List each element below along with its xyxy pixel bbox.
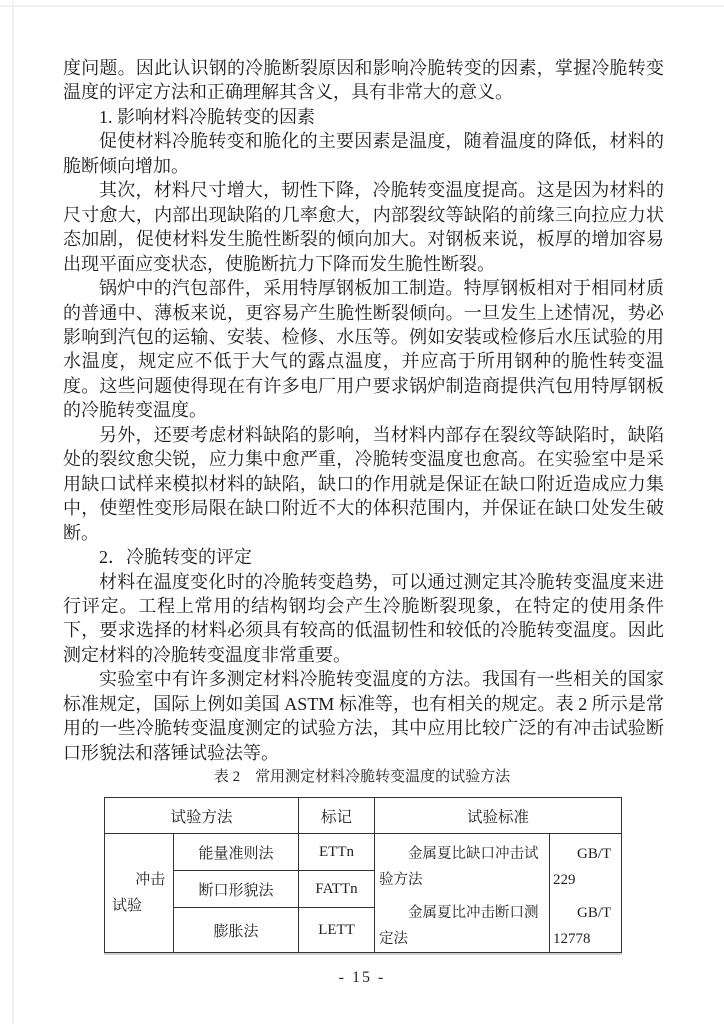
cell-standard-codes [550, 834, 622, 953]
paragraph: 其次，材料尺寸增大，韧性下降，冷脆转变温度提高。这是因为材料的尺寸愈大，内部出现缺陷的几率愈大，内部裂纹等缺陷的前缘三向拉应力状态加剧，促使材料发生脆性断裂的倾向加大。对钢板来说，板厚的增加容易出现平面应变状态，使脆断抗力下降而发生脆性断裂。 [63, 180, 664, 274]
paragraph: 实验室中有许多测定材料冷脆转变温度的方法。我国有一些相关的国家标准规定，国际上例如美国 ASTM 标准等，也有相关的规定。表 2 所示是常用的一些冷脆转变温度测定的试验方法，其中应用比较广泛的有冲击试验断口形貌法和落锤试验法等。 [63, 669, 664, 763]
cell-method: 膨胀法 [174, 908, 299, 953]
standard-code: GB/T 12778 [553, 905, 611, 947]
cell-standard-names [375, 834, 550, 953]
cell-mark: ETTn [299, 834, 375, 871]
header-mark: 标记 [299, 798, 375, 834]
table-container [104, 797, 621, 953]
paragraph: 促使材料冷脆转变和脆化的主要因素是温度，随着温度的降低，材料的脆断倾向增加。 [63, 131, 664, 176]
cell-group-impact-test [105, 834, 174, 953]
heading-factors: 1. 影响材料冷脆转变的因素 [99, 106, 315, 127]
body-text [63, 56, 664, 765]
table-row [105, 834, 622, 871]
header-test-standard: 试验标准 [375, 798, 622, 834]
cell-method: 能量准则法 [174, 834, 299, 871]
heading-evaluation: 2．冷脆转变的评定 [99, 547, 252, 568]
paragraph-continuation: 度问题。因此认识钢的冷脆断裂原因和影响冷脆转变的因素，掌握冷脆转变温度的评定方法和正确理解其含义，具有非常大的意义。 [63, 58, 664, 103]
table-caption: 表 2 常用测定材料冷脆转变温度的试验方法 [213, 769, 511, 785]
paragraph: 另外，还要考虑材料缺陷的影响，当材料内部存在裂纹等缺陷时，缺陷处的裂纹愈尖锐，应力集中愈严重，冷脆转变温度也愈高。在实验室中是采用缺口试样来模拟材料的缺陷，缺口的作用就是保证在缺口附近造成应力集中，使塑性变形局限在缺口附近不大的体积范围内，并保证在缺口处发生破断。 [63, 424, 664, 543]
cell-method: 断口形貌法 [174, 871, 299, 908]
paragraph: 锅炉中的汽包部件，采用特厚钢板加工制造。特厚钢板相对于相同材质的普通中、薄板来说，更容易产生脆性断裂倾向。一旦发生上述情况，势必影响到汽包的运输、安装、检修、水压等。例如安装或检修后水压试验的用水温度，规定应不低于大气的露点温度，并应高于所用钢种的脆性转变温度。这些问题使得现在有许多电厂用户要求锅炉制造商提供汽包用特厚钢板的冷脆转变温度。 [63, 278, 664, 421]
cell-mark: FATTn [299, 871, 375, 908]
page-number: - 15 - [338, 969, 386, 986]
table-header-row [105, 798, 622, 834]
header-test-method: 试验方法 [105, 798, 299, 834]
scan-artifact-left [12, 0, 14, 1024]
scan-artifact-top [0, 5, 724, 7]
cell-mark: LETT [299, 908, 375, 953]
group-label: 冲击试验 [112, 872, 166, 914]
standard-name: 金属夏比缺口冲击试验方法 [379, 846, 539, 888]
test-methods-table [104, 797, 622, 953]
standard-name: 金属夏比冲击断口测定法 [379, 905, 539, 947]
standard-code: GB/T 229 [553, 846, 611, 888]
paragraph: 材料在温度变化时的冷脆转变趋势，可以通过测定其冷脆转变温度来进行评定。工程上常用的结构钢均会产生冷脆断裂现象，在特定的使用条件下，要求选择的材料必须具有较高的低温韧性和较低的冷脆转变温度。因此测定材料的冷脆转变温度非常重要。 [63, 571, 664, 665]
